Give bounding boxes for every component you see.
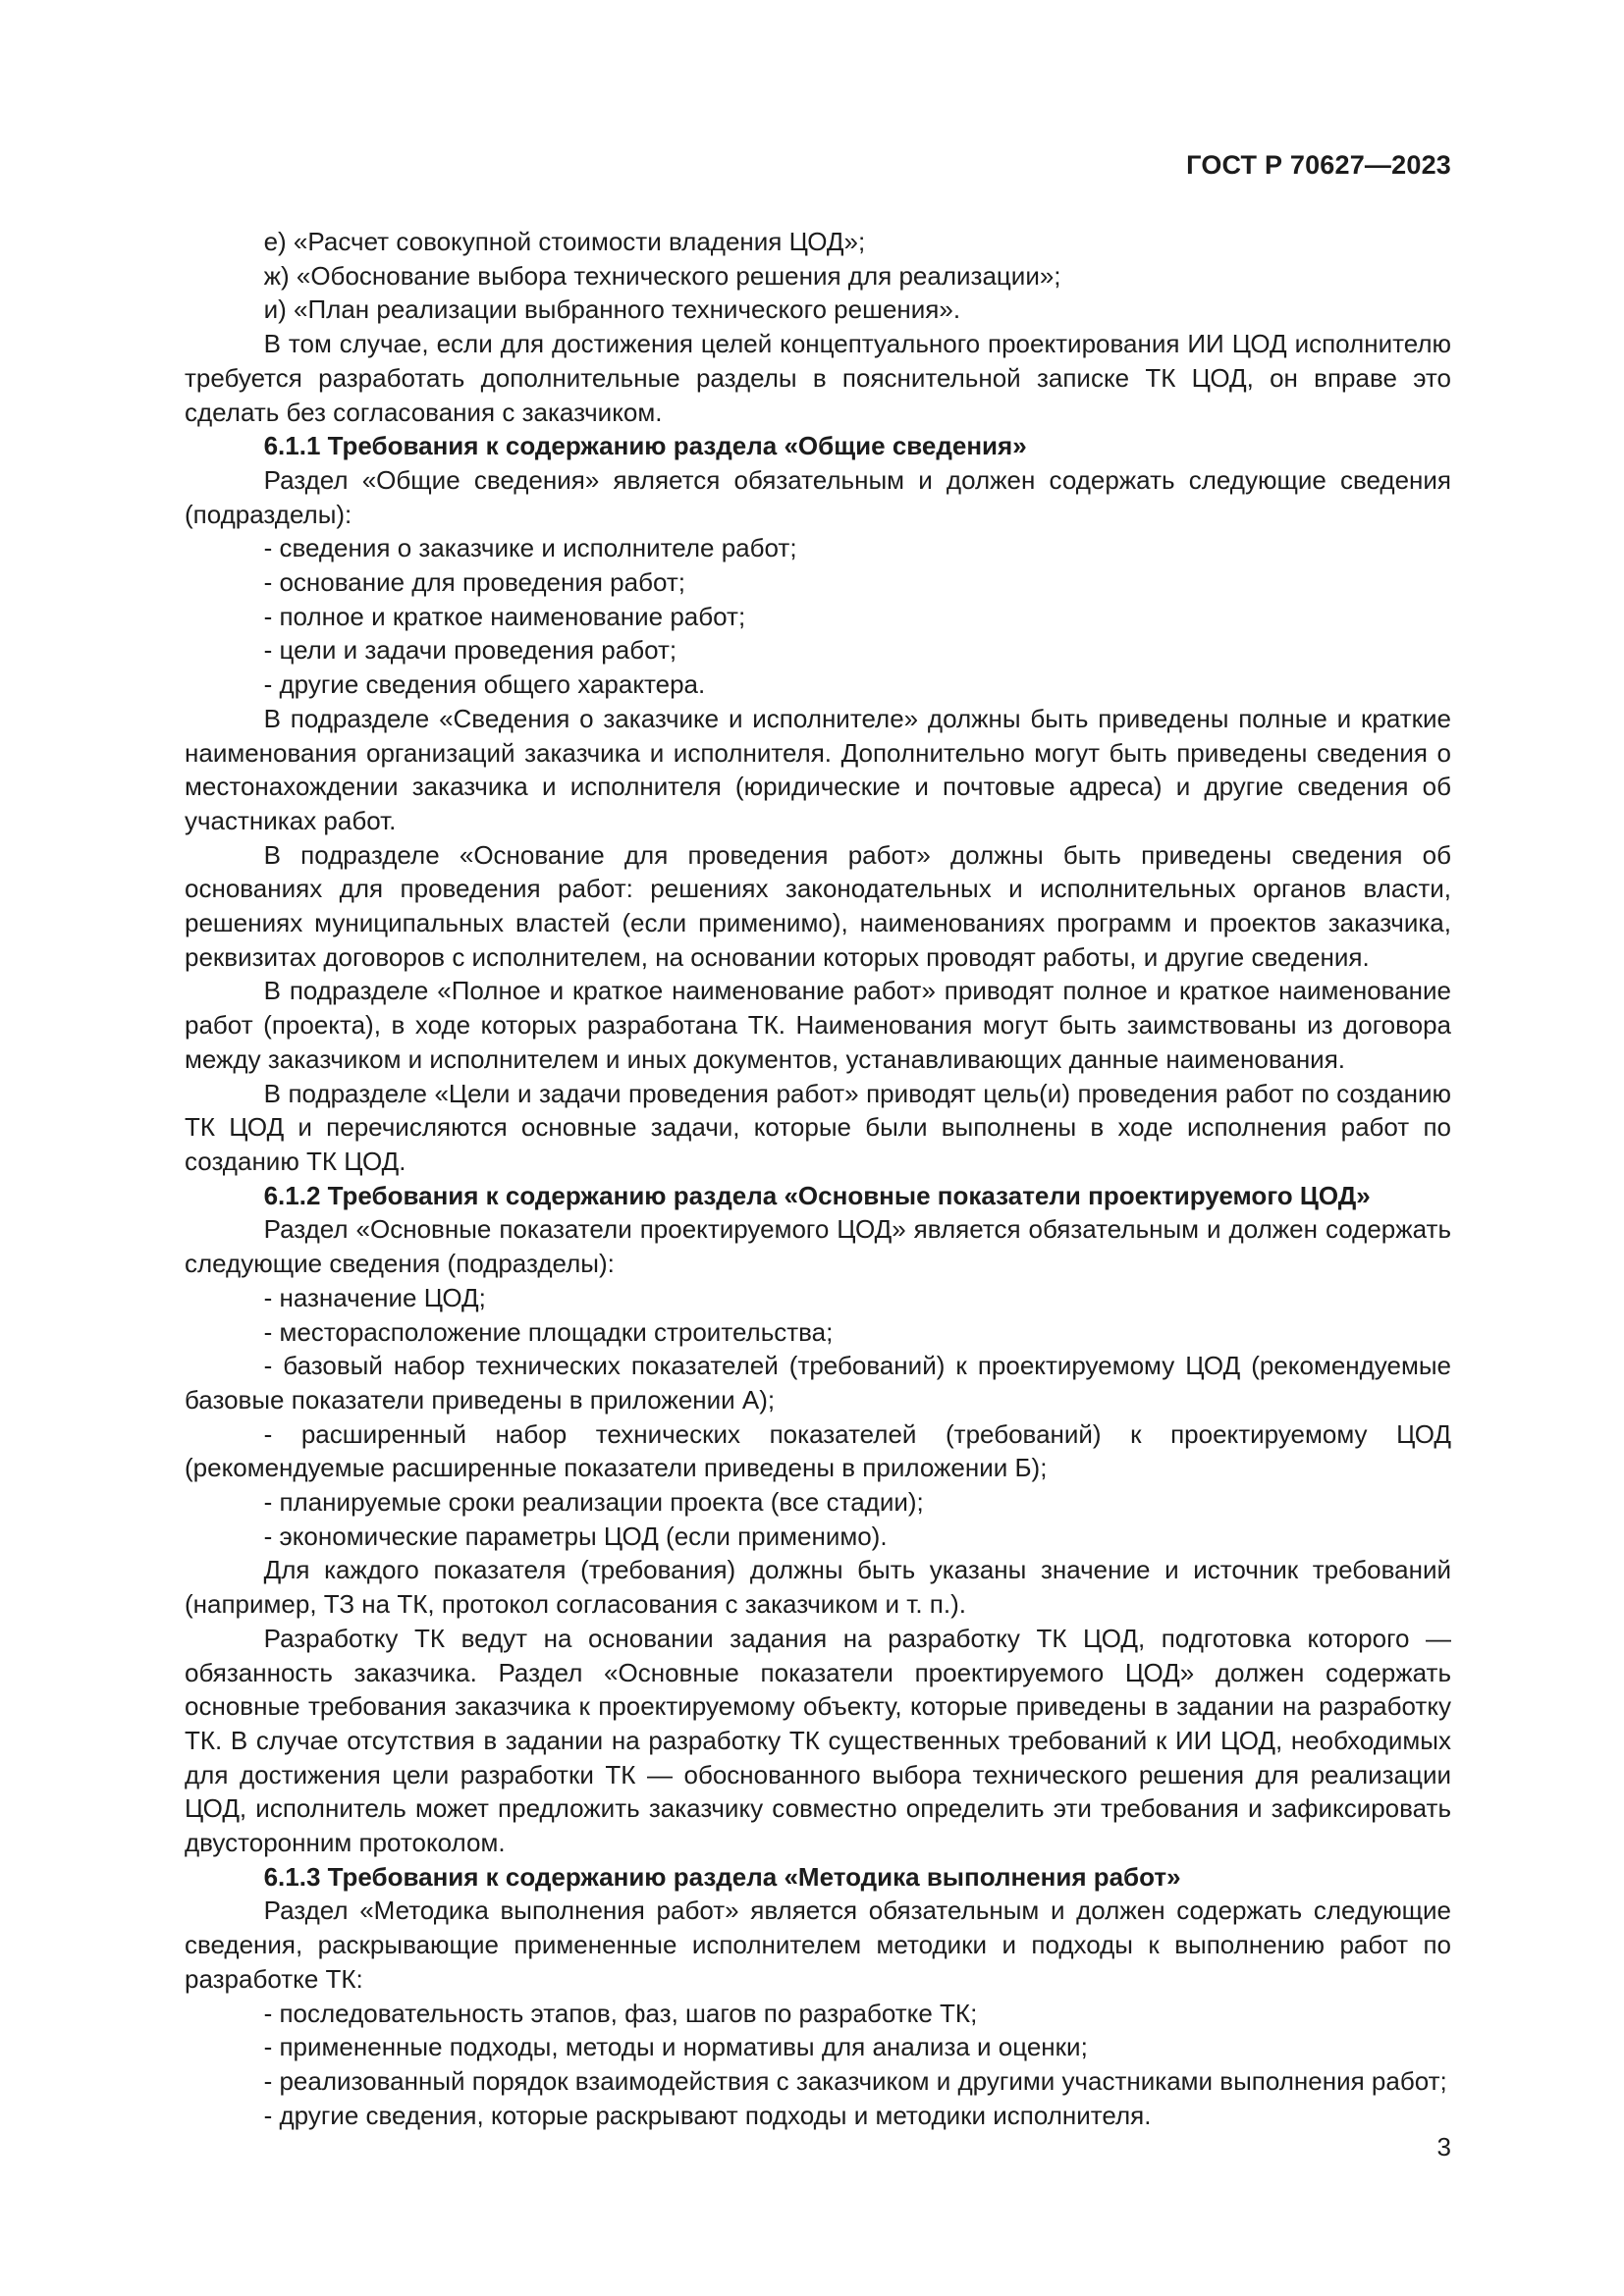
- paragraph: Раздел «Методика выполнения работ» является обязательным и должен содержать следующие сведения, раскрывающие примененные исполнителем методики и подходы к выполнению работ по разработке ТК:: [185, 1896, 1451, 1994]
- document-body: [185, 225, 1451, 2132]
- list-item: - экономические параметры ЦОД (если применимо).: [263, 1521, 888, 1551]
- list-item: - планируемые сроки реализации проекта (все стадии);: [263, 1487, 924, 1518]
- paragraph: В подразделе «Основание для проведения работ» должны быть приведены сведения об основаниях для проведения работ: решениях законодательных и исполнительных органов власти, решениях муниципальных властей (если применимо), наименованиях программ и проектов заказчика, реквизитах договоров с исполнителем, на основании которых проводят работы, и другие сведения.: [185, 839, 1451, 972]
- paragraph: Для каждого показателя (требования) должны быть указаны значение и источник требований (например, ТЗ на ТК, протокол согласования с заказчиком и т. п.).: [185, 1555, 1451, 1620]
- list-item: и) «План реализации выбранного технического решения».: [263, 294, 961, 325]
- section-heading-6-1-2: 6.1.2 Требования к содержанию раздела «Основные показатели проектируемого ЦОД»: [263, 1180, 1371, 1210]
- list-item: - цели и задачи проведения работ;: [263, 635, 677, 666]
- paragraph: В подразделе «Сведения о заказчике и исполнителе» должны быть приведены полные и краткие наименования организаций заказчика и исполнителя. Дополнительно могут быть приведены сведения о местонахождении заказчика и исполнителя (юридические и почтовые адреса) и другие сведения об участниках работ.: [185, 703, 1451, 835]
- list-item: - примененные подходы, методы и нормативы для анализа и оценки;: [263, 2032, 1088, 2062]
- list-item: - другие сведения, которые раскрывают подходы и методики исполнителя.: [263, 2100, 1152, 2130]
- paragraph: Раздел «Общие сведения» является обязательным и должен содержать следующие сведения (подразделы):: [185, 464, 1451, 529]
- section-heading-6-1-3: 6.1.3 Требования к содержанию раздела «Методика выполнения работ»: [263, 1861, 1181, 1892]
- list-item: - реализованный порядок взаимодействия с заказчиком и другими участниками выполнения работ;: [263, 2065, 1447, 2096]
- list-item: ж) «Обоснование выбора технического решения для реализации»;: [263, 260, 1061, 291]
- paragraph: В подразделе «Цели и задачи проведения работ» приводят цель(и) проведения работ по созданию ТК ЦОД и перечисляются основные задачи, которые были выполнены в ходе исполнения работ по созданию ТК ЦОД.: [185, 1078, 1451, 1176]
- list-item: - другие сведения общего характера.: [263, 669, 706, 700]
- list-item: - полное и краткое наименование работ;: [263, 601, 746, 631]
- paragraph: В подразделе «Полное и краткое наименование работ» приводят полное и краткое наименование работ (проекта), в ходе которых разработана ТК. Наименования могут быть заимствованы из договора между заказчиком и исполнителем и иных документов, устанавливающих данные наименования.: [185, 976, 1451, 1074]
- list-item: - сведения о заказчике и исполнителе работ;: [263, 533, 797, 563]
- paragraph: Раздел «Основные показатели проектируемого ЦОД» является обязательным и должен содержать следующие сведения (подразделы):: [185, 1214, 1451, 1279]
- list-item: - месторасположение площадки строительства;: [263, 1316, 834, 1347]
- list-item: - последовательность этапов, фаз, шагов по разработке ТК;: [263, 1998, 978, 2028]
- document-code-header: ГОСТ Р 70627—2023: [1186, 150, 1451, 180]
- list-item: е) «Расчет совокупной стоимости владения ЦОД»;: [263, 227, 866, 256]
- list-item: - базовый набор технических показателей (требований) к проектируемому ЦОД (рекомендуемые базовые показатели приведены в приложении А);: [185, 1351, 1451, 1415]
- list-item: - основание для проведения работ;: [263, 567, 685, 598]
- list-item: - расширенный набор технических показателей (требований) к проектируемому ЦОД (рекомендуемые расширенные показатели приведены в приложении Б);: [185, 1418, 1451, 1483]
- list-item: - назначение ЦОД;: [263, 1282, 486, 1312]
- section-heading-6-1-1: 6.1.1 Требования к содержанию раздела «Общие сведения»: [263, 431, 1027, 461]
- paragraph: Разработку ТК ведут на основании задания на разработку ТК ЦОД, подготовка которого — обязанность заказчика. Раздел «Основные показатели проектируемого ЦОД» должен содержать основные требования заказчика к проектируемому объекту, которые приведены в задании на разработку ТК. В случае отсутствия в задании на разработку ТК существенных требований к ИИ ЦОД, необходимых для достижения цели разработки ТК — обоснованного выбора технического решения для реализации ЦОД, исполнитель может предложить заказчику совместно определить эти требования и зафиксировать двусторонним протоколом.: [185, 1623, 1451, 1858]
- page-number: 3: [1436, 2132, 1451, 2162]
- paragraph: В том случае, если для достижения целей концептуального проектирования ИИ ЦОД исполнителю требуется разработать дополнительные разделы в пояснительной записке ТК ЦОД, он вправе это сделать без согласования с заказчиком.: [185, 329, 1451, 427]
